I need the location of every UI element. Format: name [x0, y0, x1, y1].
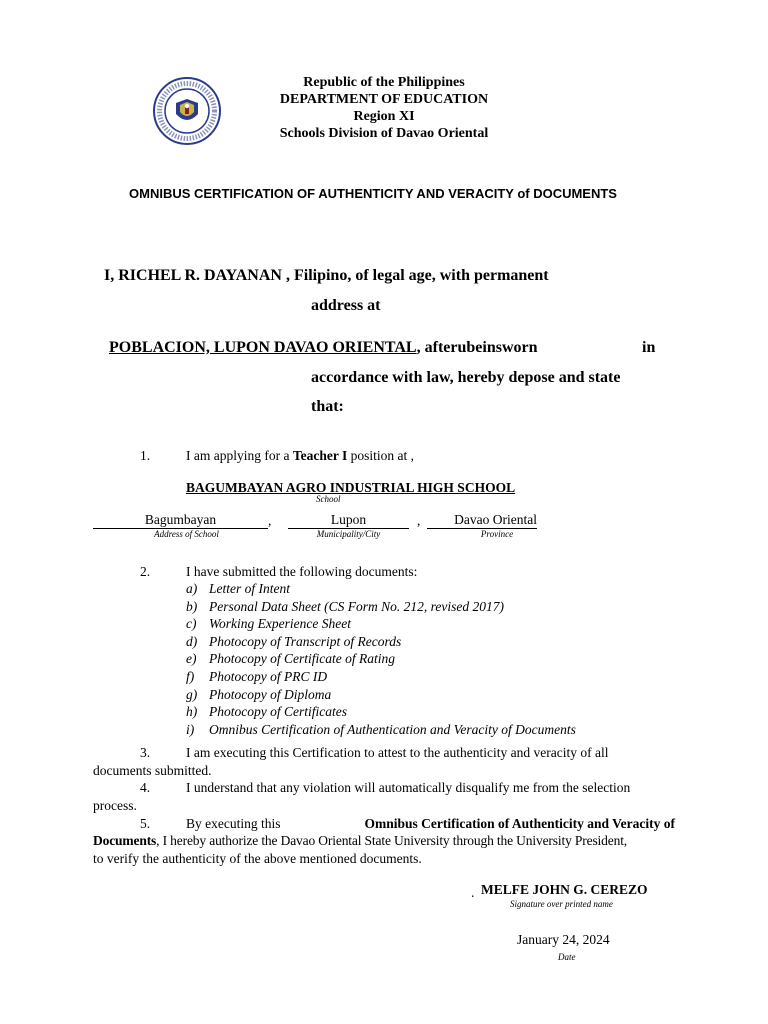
after-address-text: , afterubeinsworn — [416, 339, 538, 356]
intro-address-line — [109, 338, 538, 358]
comma-2: , — [417, 513, 421, 528]
item5-bold-documents: Documents — [93, 833, 157, 848]
document-list-item — [186, 686, 576, 704]
item5-number: 5. — [140, 816, 151, 831]
item3-line1: I am executing this Certification to attest to the authenticity and veracity of all — [186, 745, 609, 760]
doc-label: Omnibus Certification of Authentication and Veracity of Documents — [209, 721, 576, 737]
item5-rest: , I hereby authorize the Davao Oriental State University through the University President, — [156, 833, 628, 848]
item4-line2: process. — [93, 798, 137, 813]
doc-letter: i) — [186, 721, 195, 737]
address-caption: Address of School — [154, 529, 219, 539]
doc-label: Photocopy of Transcript of Records — [209, 633, 402, 649]
doc-label: Letter of Intent — [209, 581, 290, 596]
item4-line1: I understand that any violation will automatically disqualify me from the selection — [186, 780, 631, 795]
item1-number: 1. — [140, 448, 151, 463]
document-title: OMNIBUS CERTIFICATION OF AUTHENTICITY AND VERACITY of DOCUMENTS — [129, 186, 617, 201]
document-list-item — [186, 650, 576, 668]
item1-text-pre: I am applying for a — [186, 448, 293, 463]
document-list-item — [186, 580, 576, 598]
doc-letter: c) — [186, 616, 197, 632]
province-field: Davao Oriental — [427, 512, 537, 529]
date-caption: Date — [558, 952, 576, 962]
document-list-item — [186, 703, 576, 721]
municipality-caption: Municipality/City — [316, 529, 381, 539]
municipality-field: Lupon — [288, 512, 409, 529]
document-list-item — [186, 668, 576, 686]
header-department: DEPARTMENT OF EDUCATION — [279, 92, 489, 107]
document-list — [186, 580, 576, 738]
header-region: Region XI — [353, 109, 415, 124]
doc-label: Personal Data Sheet (CS Form No. 212, revised 2017) — [209, 598, 504, 614]
province-caption: Province — [480, 529, 514, 539]
item1-text — [186, 447, 414, 464]
item3-number: 3. — [140, 745, 151, 760]
header-division: Schools Division of Davao Oriental — [279, 126, 489, 141]
intro-accordance: accordance with law, hereby depose and state — [311, 369, 621, 386]
school-address-field: Bagumbayan — [93, 512, 268, 529]
doc-letter: a) — [186, 581, 198, 596]
signature-dot: . — [471, 885, 475, 900]
intro-that: that: — [311, 398, 344, 415]
item5-line3: to verify the authenticity of the above mentioned documents. — [93, 851, 422, 866]
item1-text-post: position at , — [347, 448, 414, 463]
doc-letter: h) — [186, 704, 198, 720]
comma-1: , — [268, 513, 272, 528]
item2-number: 2. — [140, 564, 151, 579]
item5-line2 — [93, 832, 675, 849]
item4-number: 4. — [140, 780, 151, 795]
doc-label: Photocopy of PRC ID — [209, 668, 328, 684]
school-caption: School — [316, 494, 341, 504]
intro-address-at: address at — [311, 297, 381, 314]
item3-line2: documents submitted. — [93, 763, 212, 778]
item5-pre: By executing this — [186, 816, 284, 831]
header-republic: Republic of the Philippines — [303, 75, 465, 90]
doc-letter: f) — [186, 668, 195, 684]
intro-name-line: I, RICHEL R. DAYANAN , Filipino, of legal age, with permanent — [104, 267, 549, 284]
doc-letter: b) — [186, 598, 198, 614]
doc-label: Photocopy of Certificates — [209, 704, 347, 720]
document-list-item — [186, 598, 576, 616]
permanent-address: POBLACION, LUPON DAVAO ORIENTAL — [109, 339, 417, 356]
signature-date: January 24, 2024 — [517, 932, 610, 947]
doc-letter: d) — [186, 633, 198, 649]
document-list-item — [186, 615, 576, 633]
school-name: BAGUMBAYAN AGRO INDUSTRIAL HIGH SCHOOL — [186, 480, 516, 495]
signature-caption: Signature over printed name — [510, 899, 613, 909]
doc-letter: e) — [186, 651, 197, 667]
document-list-item — [186, 633, 576, 651]
item5-line1 — [186, 815, 675, 832]
doc-label: Working Experience Sheet — [209, 616, 351, 632]
doc-label: Photocopy of Diploma — [209, 686, 332, 702]
item5-bold-title: Omnibus Certification of Authenticity and Veracity of — [364, 816, 675, 831]
item1-position: Teacher I — [292, 448, 348, 463]
intro-in-word: in — [642, 339, 656, 356]
document-list-item — [186, 721, 576, 739]
item2-text: I have submitted the following documents: — [186, 564, 418, 579]
doc-letter: g) — [186, 686, 198, 702]
doc-label: Photocopy of Certificate of Rating — [209, 651, 395, 667]
signatory-name: MELFE JOHN G. CEREZO — [481, 882, 648, 897]
